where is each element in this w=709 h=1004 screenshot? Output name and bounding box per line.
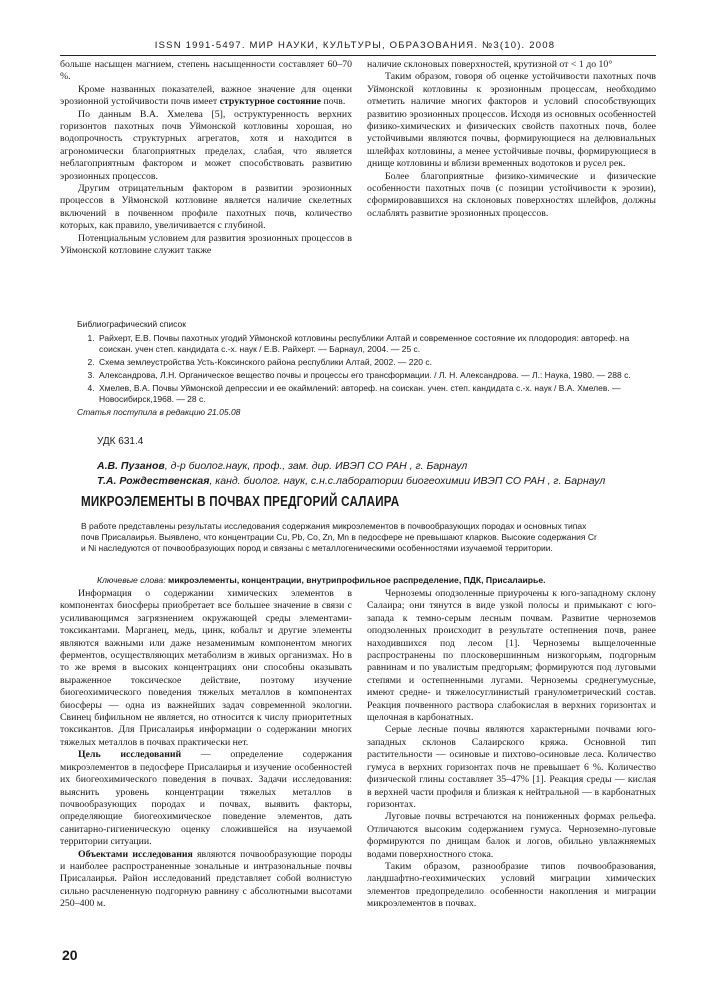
paragraph: Таким образом, разнообразие типов почвообразования, ландшафтно-геохимических условий миграции химических элементов предопределило особенности накопления и миграции микроэлементов в почвах. xyxy=(367,860,656,910)
bottom-left-column xyxy=(60,588,352,911)
abstract: В работе представлены результаты исследования содержания микроэлементов в почвообразующих породах и основных типах почв Присалаирья. Выявлено, что концентрации Cu, Pb, Co, Zn, Mn в педосфере не превышают кларков. Высокие содержания Cr и Ni наследуются от почвообразующих пород и связаны с металлогеническими особенностями изучаемой территории. xyxy=(81,521,597,553)
paragraph: Кроме названных показателей, важное значение для оценки эрозионной устойчивости почв имеет структурное состояние почв. xyxy=(60,83,352,108)
paragraph: Объектами исследования являются почвообразующие породы и наиболее распространенные зональные и интразональные почвы Присалаирья. Район исследований представляет собой волнистую сильно расчлененную подгорную равнину с абсолютными высотами 250–400 м. xyxy=(60,848,352,910)
paragraph: Таким образом, говоря об оценке устойчивости пахотных почв Уймонской котловины к эрозионным процессам, необходимо отметить наличие многих факторов и условий способствующих развитию эрозионных процессов. Исходя из основных особенностей физико-химических и физических свойств пахотных почв, более устойчивыми являются почвы, формирующиеся на делювиальных шлейфах котловины, а менее устойчивые почвы, формирующиеся в днище котловины и вблизи временных водотоков и русел рек. xyxy=(367,71,656,170)
page-number: 20 xyxy=(62,947,78,963)
author-affiliation: , д-р биолог.наук, проф., зам. дир. ИВЭП СО РАН , г. Барнаул xyxy=(164,460,468,472)
authors xyxy=(97,459,677,489)
top-left-column xyxy=(60,59,352,258)
keywords xyxy=(97,575,657,585)
author-name: Т.А. Рождественская xyxy=(97,475,210,487)
keywords-label: Ключевые слова: xyxy=(97,575,168,585)
reference-list xyxy=(77,333,647,405)
header-rule xyxy=(60,55,656,56)
author-line xyxy=(97,459,677,474)
paragraph: Черноземы оподзоленные приурочены к юго-западному склону Салаира; они тянутся в виде узкой полосы и примыкают с юго-запада к темно-серым лесным почвам. Развитие черноземов оподзоленных происходит в результате остепнения почв, ранее находившихся под лесом [1]. Черноземы выщелоченные распространены по плосковершинным низкогорьям, подгорным равнинам и по увалистым предгорьям; формируются под луговыми степями и остепненными лугами. Черноземы среднегумусные, имеют средне- и тяжелосуглинистый гранулометрический состав. Реакция почвенного раствора слабокислая в верхних горизонтах и щелочная в карбонатных. xyxy=(367,588,656,724)
reference-item: 1. Райхерт, Е.В. Почвы пахотных угодий Уймонской котловины республики Алтай и современное состояние их плодородия: автореф. на соискан. учен степ. кандидата с.-х. наук / Е.В. Райхерт. — Барнаул, 2004. — 25 с. xyxy=(97,333,647,355)
top-right-column xyxy=(367,59,656,220)
paragraph: Более благоприятные физико-химические и физические особенности пахотных почв (с позиции устойчивости к эрозии), сформировавшихся на склоновых поверхностях шлейфов, должны ослаблять развитие эрозионных процессов. xyxy=(367,170,656,219)
keywords-list: микроэлементы, концентрации, внутрипрофильное распределение, ПДК, Присалаирье. xyxy=(167,575,546,585)
paragraph: Луговые почвы встречаются на пониженных формах рельефа. Отличаются высоким содержанием гумуса. Черноземно-луговые формируются по днищам балок и логов, обильно увлажняемых водами поверхностного стока. xyxy=(367,811,656,860)
paragraph: Другим отрицательным фактором в развитии эрозионных процессов в Уймонской котловине является наличие скелетных включений в почвенном профиле пахотных почв, количество которых, как правило, увеличивается с глубиной. xyxy=(60,183,352,232)
paragraph: Потенциальным условием для развития эрозионных процессов в Уймонской котловине служит также xyxy=(60,232,352,257)
paragraph: Информация о содержании химических элементов в компонентах биосферы приобретает все большее значение в связи с усиливающимся загрязнением окружающей среды элементами-токсикантами. Марганец, медь, цинк, кобальт и другие элементы являются важными или даже незаменимым компонентом многих ферментов, осуществляющих метаболизм в живых организмах. Но в то же время в высоких концентрациях они способны оказывать выраженное токсическое действие, поэтому изучение биогеохимического поведения тяжелых металлов в компонентах биосферы — одна из важнейших задач современной экологии. Свинец бифильном не является, но относится к числу приоритетных токсикантов. Для Присалаирья информации о содержании многих тяжелых металлов в почвах практически нет. xyxy=(60,588,352,748)
paragraph: наличие склоновых поверхностей, крутизной от < 1 до 10° xyxy=(367,59,613,70)
reference-item: 4. Хмелев, В.А. Почвы Уймонской депрессии и ее окаймлений: автореф. на соискан. учен. степ. кандидата с.-х. наук / В.А. Хмелев. — Новосибирск,1968. — 28 с. xyxy=(97,383,647,405)
paragraph: Серые лесные почвы являются характерными почвами юго-западных склонов Салаирского кряжа. Основной тип растительности — осиновые и пихтово-осиновые леса. Количество гумуса в верхних горизонтах почв не превышает 6 %. Количество физической глины составляет 35–47% [1]. Реакция среды — кислая в верхней части профиля и близкая к нейтральной — в карбонатных горизонтах. xyxy=(367,724,656,810)
paragraph: По данным В.А. Хмелева [5], оструктуренность верхних горизонтов пахотных почв Уймонской котловины хорошая, но водопрочность структурных агрегатов, хотя и находится в агрономически благоприятных пределах, слабая, что является неблагоприятным фактором и может способствовать развитию эрозионных процессов. xyxy=(60,108,352,182)
paragraph: Цель исследований — определение содержания микроэлементов в педосфере Присалаирья и изучение особенностей их биогеохимического поведения в почвах. Задачи исследования: выяснить уровень концентрации тяжелых металлов в почвообразующих породах и почвах, выявить факторы, определяющие биогеохимическое поведение элементов, дать санитарно-гигиеническую оценку сложившейся на изучаемой территории ситуации. xyxy=(60,749,352,848)
reference-item: 3. Александрова, Л.Н. Органическое вещество почвы и процессы его трансформации. / Л. Н. Александрова. — Л.: Наука, 1980. — 288 с. xyxy=(97,370,647,381)
paragraph: больше насыщен магнием, степень насыщенности составляет 60–70 %. xyxy=(60,59,352,83)
udc-code: УДК 631.4 xyxy=(97,436,144,447)
author-name: А.В. Пузанов xyxy=(97,460,165,472)
reference-item: 2. Схема землеустройства Усть-Коксинского района республики Алтай, 2002. — 220 с. xyxy=(97,357,647,368)
article-title: МИКРОЭЛЕМЕНТЫ В ПОЧВАХ ПРЕДГОРИЙ САЛАИРА xyxy=(81,494,400,510)
received-date: Статья поступила в редакцию 21.05.08 xyxy=(77,407,241,417)
bibliography-heading: Библиографический список xyxy=(77,319,186,329)
bottom-right-column xyxy=(367,588,656,911)
author-affiliation: , канд. биолог. наук, с.н.с.лаборатории биогеохимии ИВЭП СО РАН , г. Барнаул xyxy=(209,475,606,487)
bibliography xyxy=(77,319,647,418)
running-header: ISSN 1991-5497. МИР НАУКИ, КУЛЬТУРЫ, ОБРАЗОВАНИЯ. №3(10). 2008 xyxy=(154,40,556,51)
author-line xyxy=(97,474,677,489)
